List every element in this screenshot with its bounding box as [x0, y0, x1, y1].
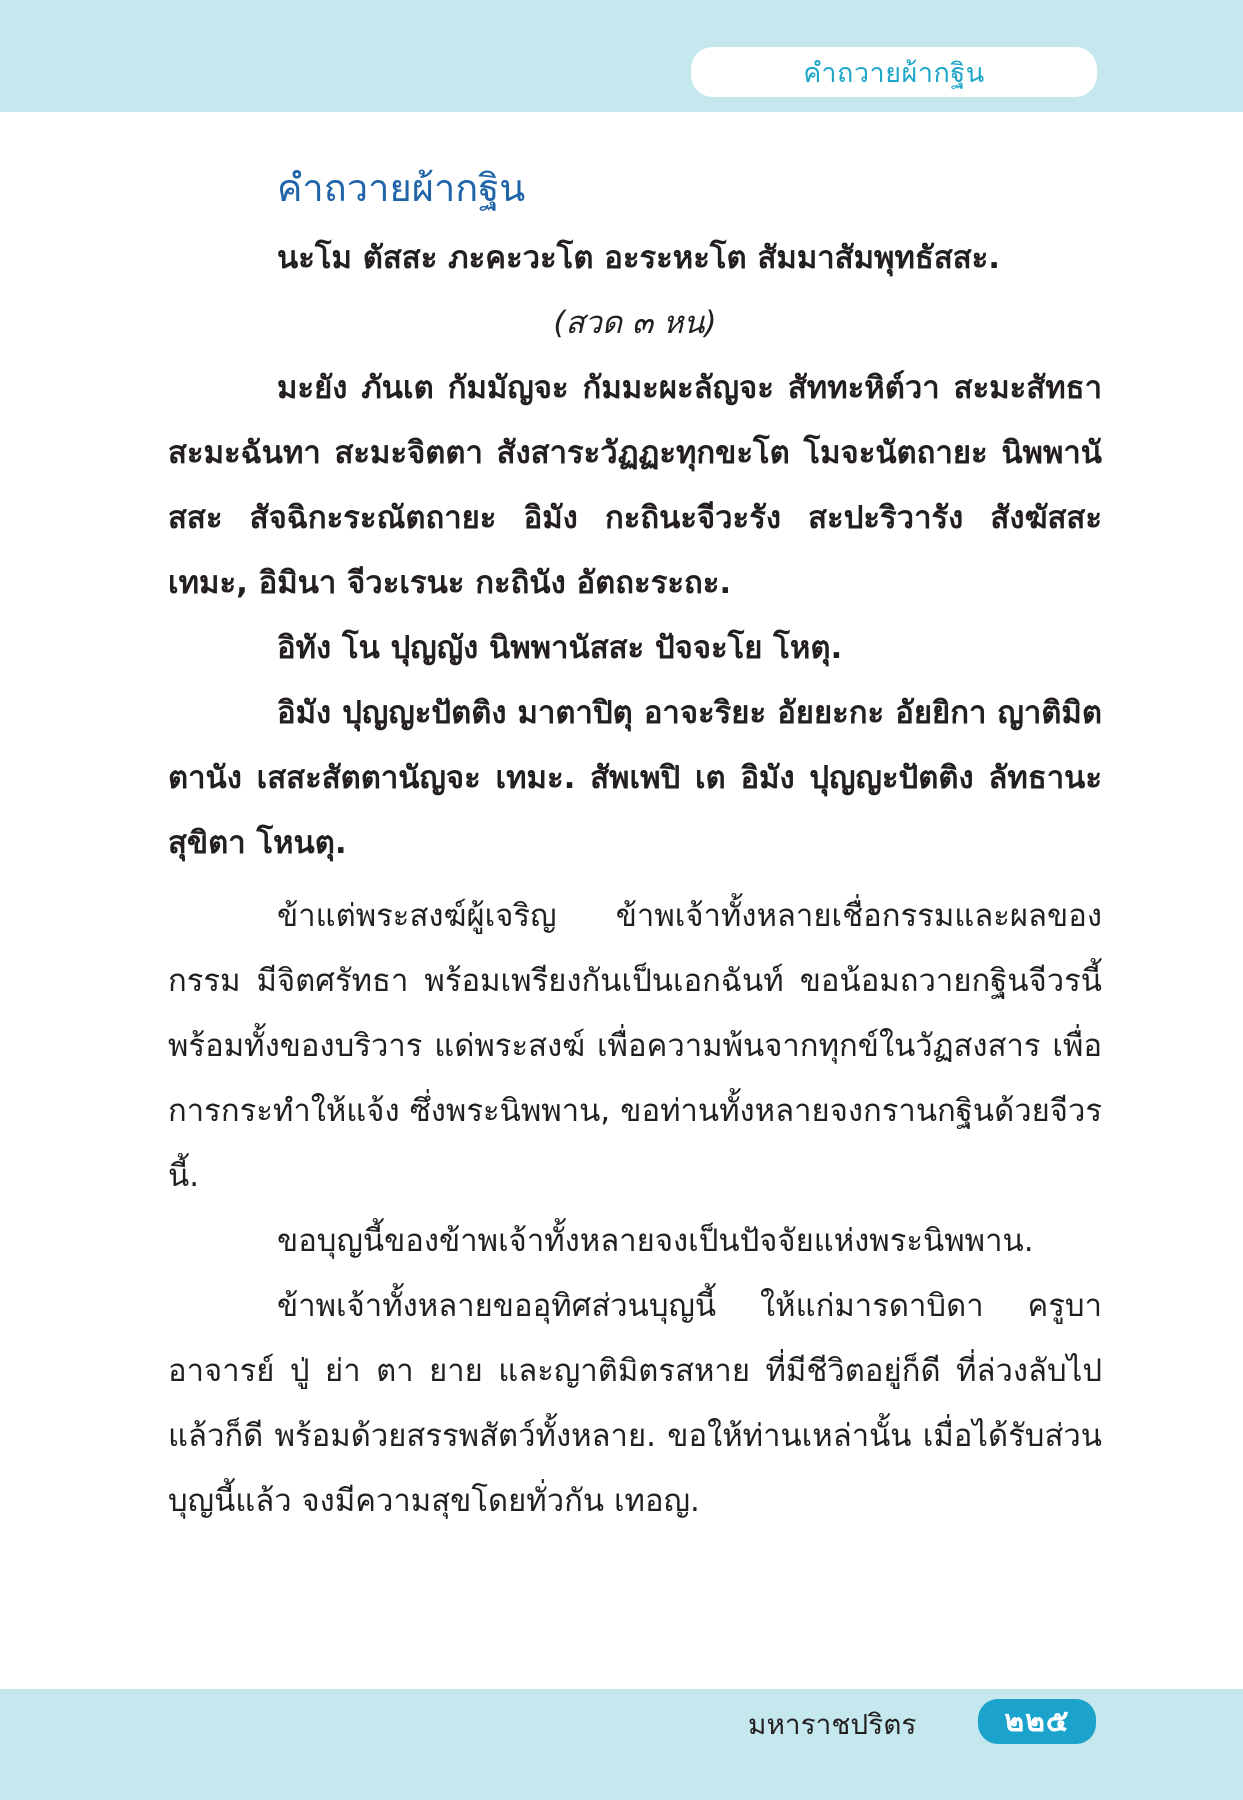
page-number-badge [978, 1699, 1096, 1744]
thai-dedication-text: ข้าพเจ้าทั้งหลายขออุทิศส่วนบุญนี้ ให้แก่มารดาบิดา ครูบาอาจารย์ ปู่ ย่า ตา ยาย และญาติมิตรสหาย ที่มีชีวิตอยู่ก็ดี ที่ล่วงลับไปแล้วก็ดี พร้อมด้วยสรรพสัตว์ทั้งหลาย. ขอให้ท่านเหล่านั้น เมื่อได้รับส่วนบุญนี้แล้ว จงมีความสุขโดยทั่วกัน เทอญ. [168, 1288, 1102, 1519]
page-title: คำถวายผ้ากฐิน [277, 166, 526, 210]
pali-offering-text: มะยัง ภันเต กัมมัญจะ กัมมะผะลัญจะ สัททะหิต์วา สะมะสัทธา สะมะฉันทา สะมะจิตตา สังสาระวัฏฏะทุกขะโต โมจะนัตถายะ นิพพานัสสะ สัจฉิกะระณัตถายะ อิมัง กะถินะจีวะรัง สะปะริวารัง สังฆัสสะ เทมะ, อิมินา จีวะเรนะ กะถินัง อัตถะระถะ. [168, 370, 1102, 601]
running-title-pill [691, 47, 1097, 97]
homage-text: นะโม ตัสสะ ภะคะวะโต อะระหะโต สัมมาสัมพุทธัสสะ. [277, 240, 1001, 276]
pali-cause-text: อิทัง โน ปุญญัง นิพพานัสสะ ปัจจะโย โหตุ. [277, 630, 843, 666]
page-content [168, 150, 1102, 1534]
book-title: มหาราชปริตร [748, 1708, 917, 1741]
thai-offering-text: ข้าแต่พระสงฆ์ผู้เจริญ ข้าพเจ้าทั้งหลายเชื่อกรรมและผลของกรรม มีจิตศรัทธา พร้อมเพรียงกันเป็นเอกฉันท์ ขอน้อมถวายกฐินจีวรนี้ พร้อมทั้งของบริวาร แด่พระสงฆ์ เพื่อความพ้นจากทุกข์ในวัฏสงสาร เพื่อการกระทำให้แจ้ง ซึ่งพระนิพพาน, ขอท่านทั้งหลายจงกรานกฐินด้วยจีวรนี้. [168, 898, 1102, 1194]
homage-note: (สวด ๓ หน) [553, 305, 717, 341]
page-number: ๒๒๕ [1004, 1704, 1070, 1739]
pali-dedication-text: อิมัง ปุญญะปัตติง มาตาปิตุ อาจะริยะ อัยยะกะ อัยยิกา ญาติมิตตานัง เสสะสัตตานัญจะ เทมะ. สัพเพปิ เต อิมัง ปุญญะปัตติง ลัทธานะ สุขิตา โหนตุ. [168, 695, 1102, 861]
thai-cause-text: ขอบุญนี้ของข้าพเจ้าทั้งหลายจงเป็นปัจจัยแห่งพระนิพพาน. [277, 1223, 1034, 1259]
running-title: คำถวายผ้ากฐิน [803, 57, 985, 89]
